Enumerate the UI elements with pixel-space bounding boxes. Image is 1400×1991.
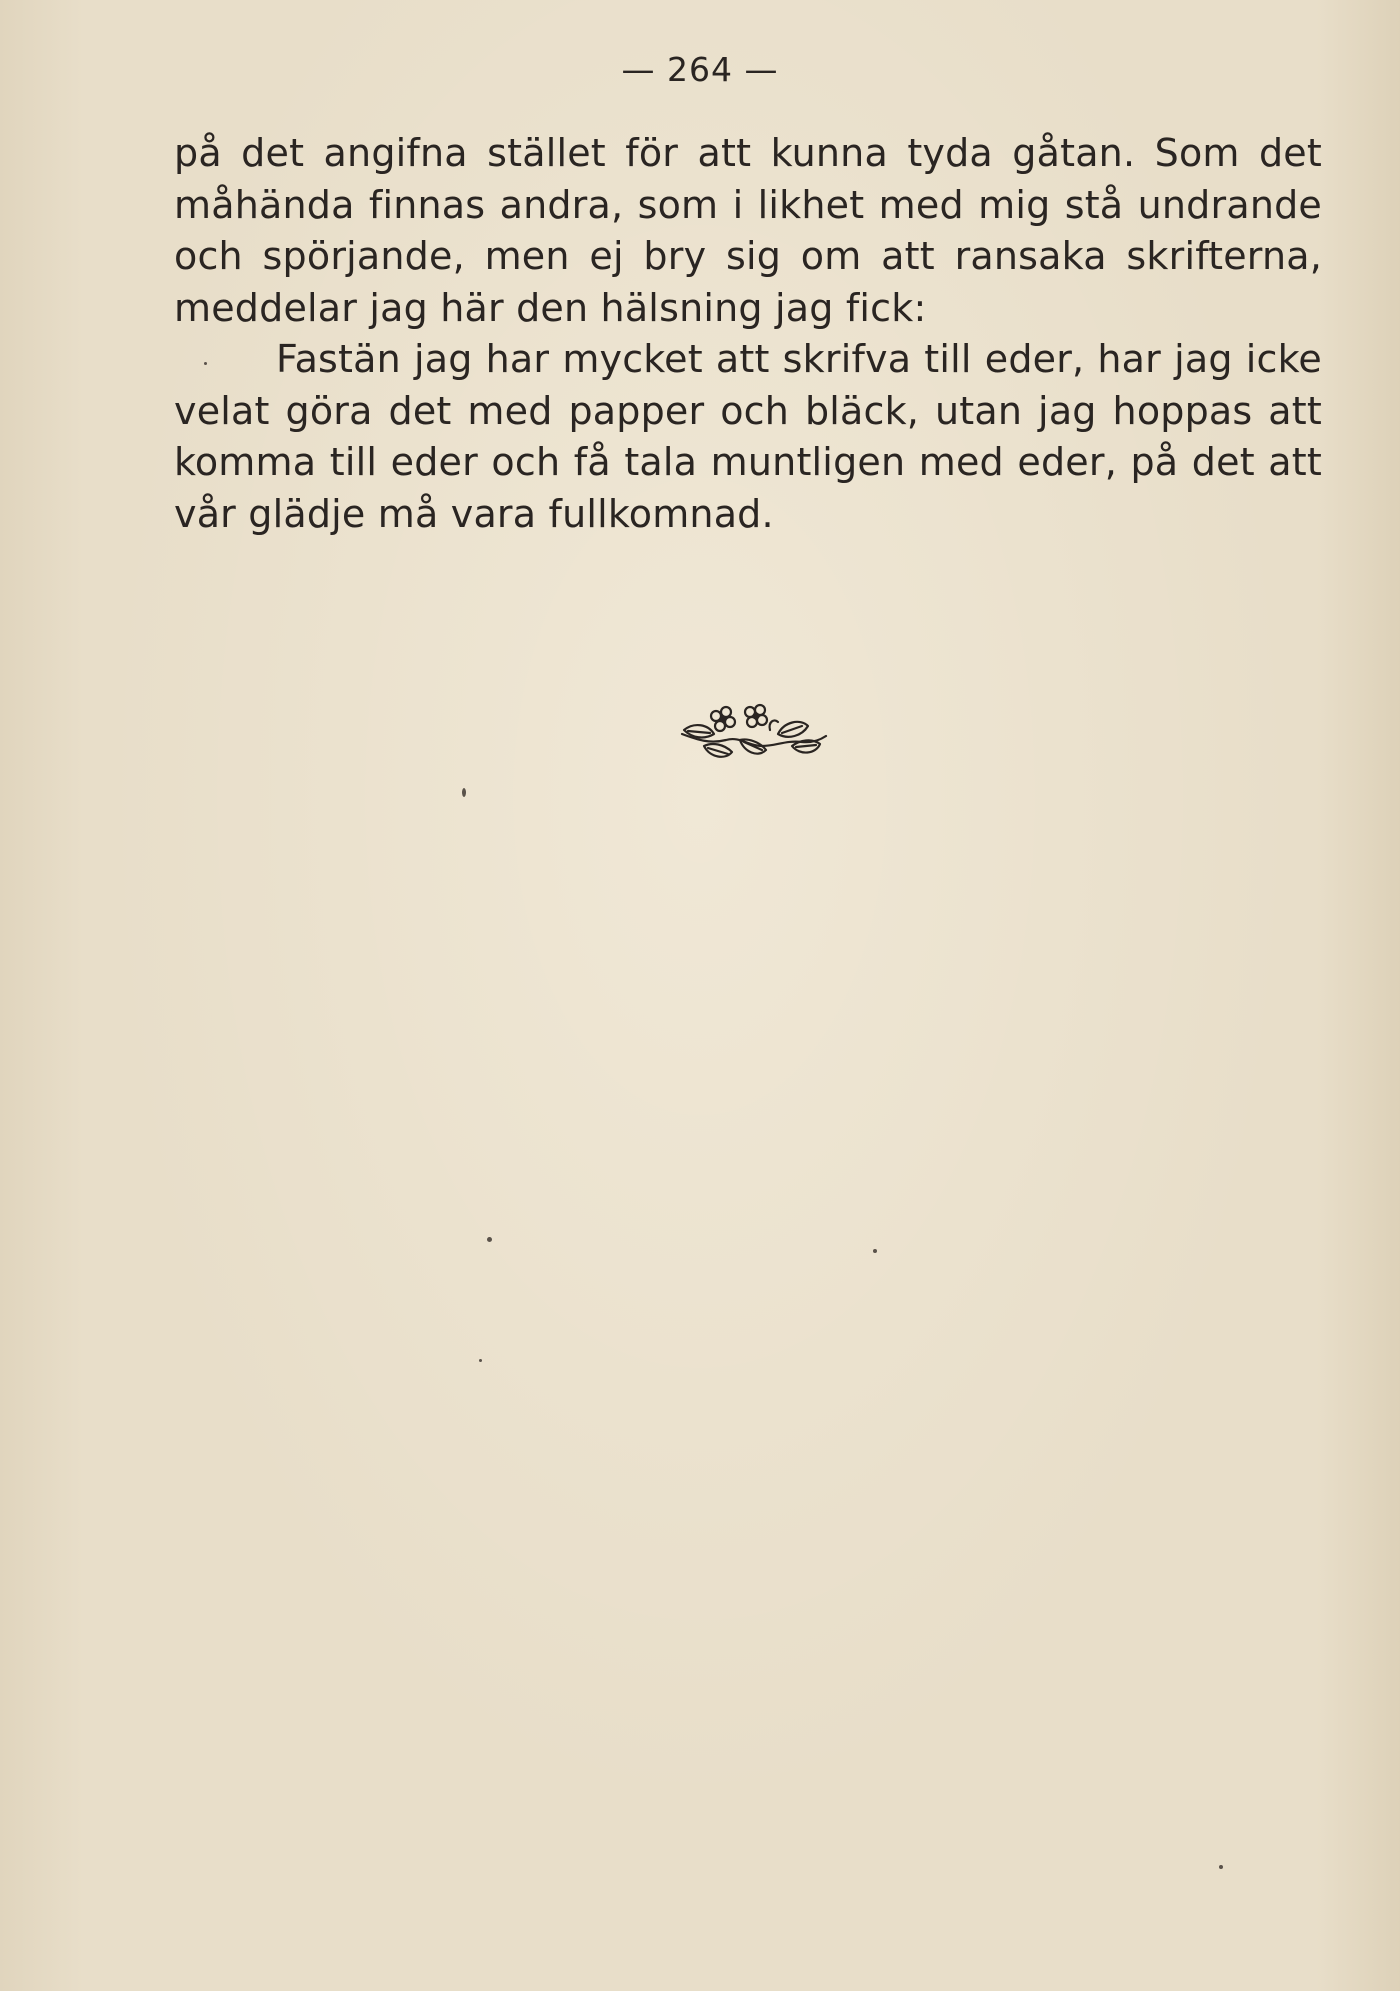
text-line-4: meddelar jag här den hälsning jag fick: [174,285,927,330]
page-number: — 264 — [621,50,779,89]
floral-vignette-icon [674,700,830,770]
text-line-2: måhända finnas andra, som i likhet med mig stå undrande [174,182,1322,227]
paper-speck [462,788,466,797]
text-line-8: vår glädje må vara fullkomnad. [174,491,774,536]
paper-speck [1219,1865,1223,1869]
text-line-1: på det angifna stället för att kunna tyda gåtan. Som det [174,131,1322,175]
paper-speck [479,1359,482,1362]
text-line-6: velat göra det med papper och bläck, utan jag hoppas att [174,388,1322,433]
text-line-3: och spörjande, men ej bry sig om att ransaka skrifterna, [174,234,1322,278]
paper-speck [487,1237,492,1242]
paper-speck [204,362,207,365]
paper-speck [873,1249,877,1253]
body-text [174,128,1322,540]
text-line-7: komma till eder och få tala muntligen med eder, på det att [174,440,1322,484]
text-line-5: Fastän jag har mycket att skrifva till eder, har jag icke [276,337,1322,381]
